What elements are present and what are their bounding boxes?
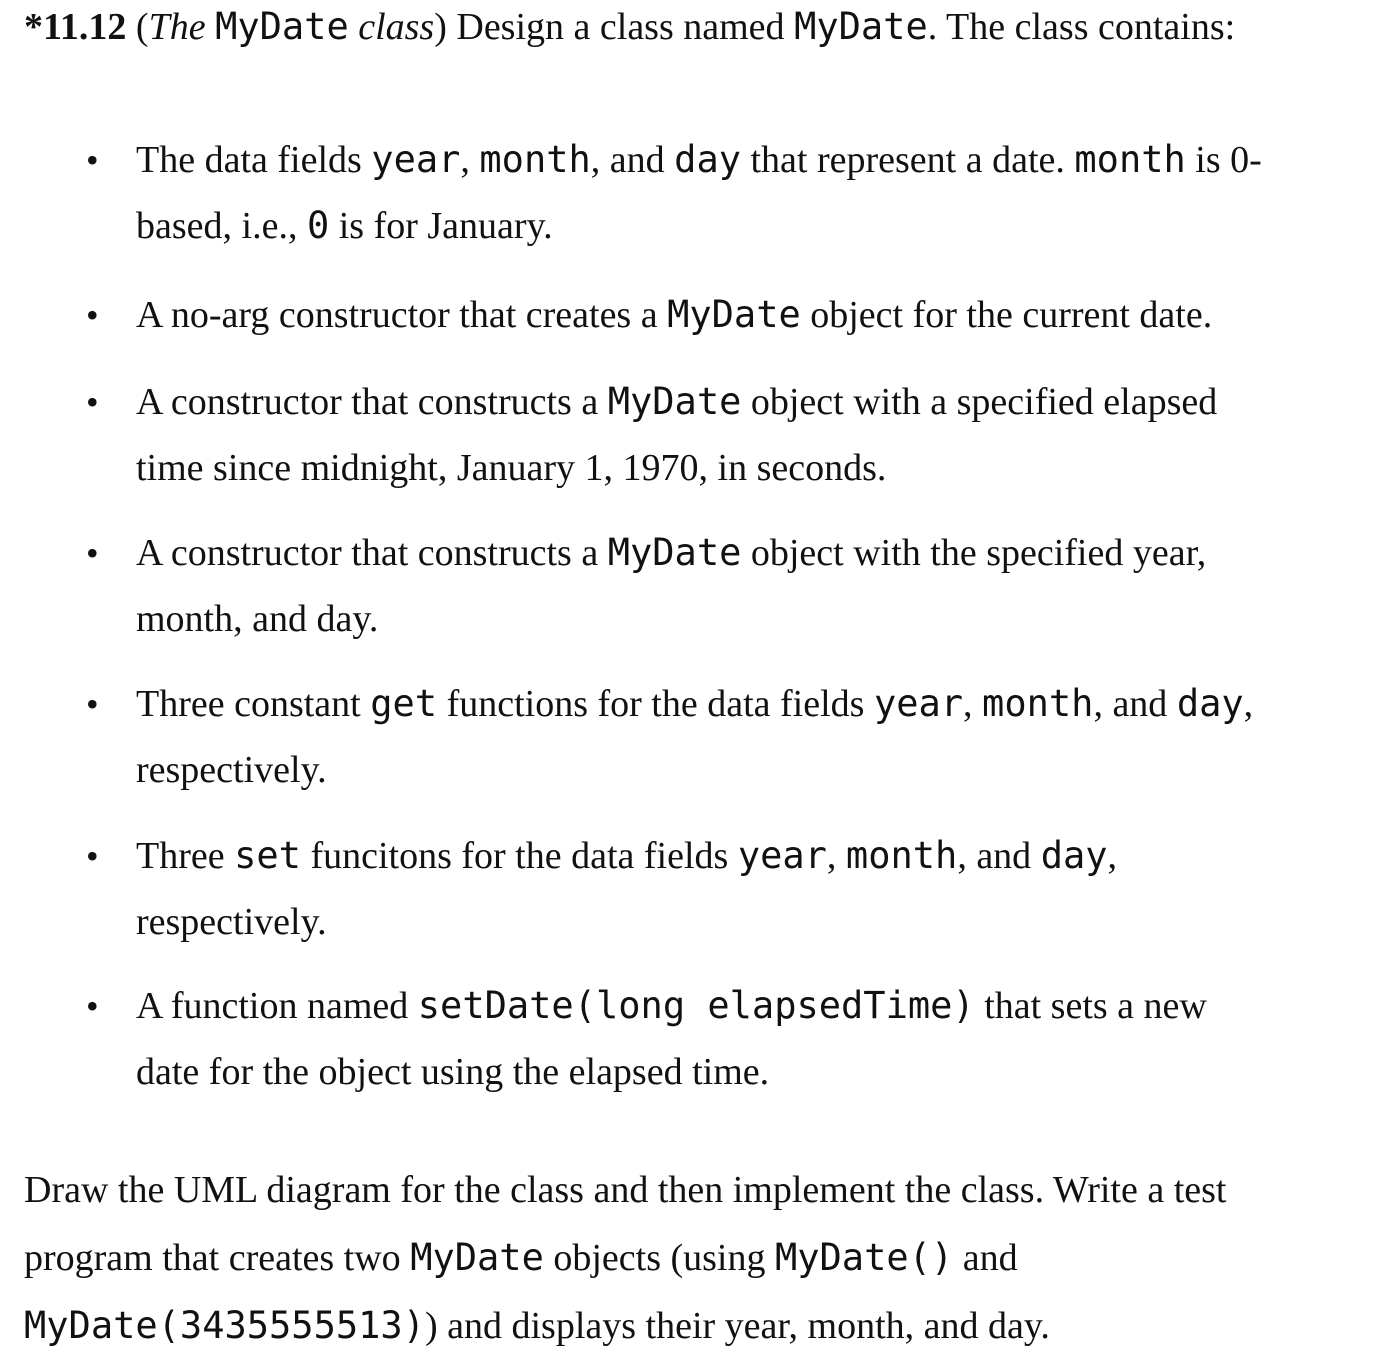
text-segment: object for the current date. [800,294,1213,336]
title-class-name: MyDate [215,5,349,48]
text-segment: based, i.e., [136,205,307,247]
text-segment: object with a specified elapsed [741,381,1218,423]
code-segment: MyDate [667,293,801,336]
bullet-icon: • [86,382,99,422]
text-segment: objects (using [543,1237,775,1279]
list-item [86,520,1380,652]
text-segment: , and [590,139,675,181]
code-segment: MyDate(3435555513) [24,1304,425,1347]
text-segment: and [953,1237,1018,1279]
list-item [86,973,1380,1105]
code-segment: month [479,138,591,181]
text-segment: , [1107,835,1118,877]
code-segment: MyDate [607,380,742,423]
text-segment: , [460,139,480,181]
text-segment: program that creates two [24,1237,411,1279]
text-segment: , [826,835,846,877]
text-segment: is 0- [1185,139,1262,181]
code-segment: year [371,138,461,181]
list-item [86,671,1380,803]
code-segment: set [234,834,301,877]
closing-paragraph [24,1156,1380,1360]
heading-class-name: MyDate [794,5,928,48]
title-close-paren: ) [434,6,447,48]
text-segment: month, and day. [136,598,379,640]
bullet-icon: • [86,140,99,180]
code-segment: year [737,834,827,877]
code-segment: MyDate() [774,1236,954,1279]
code-segment: month [1074,138,1186,181]
code-segment: setDate(long elapsedTime) [417,984,975,1027]
heading-text-after: . The class contains: [927,6,1236,48]
text-segment: A no-arg constructor that creates a [136,294,668,336]
text-segment: respectively. [136,901,327,943]
bullet-icon: • [86,684,99,724]
code-segment: day [674,138,741,181]
text-segment: , and [1093,683,1177,725]
code-segment: 0 [306,204,330,247]
heading-text-before: Design a class named [456,6,785,48]
exercise-heading [24,3,1235,51]
text-segment: , [1243,683,1254,725]
list-item [86,823,1380,955]
code-segment: year [873,682,964,725]
text-segment: Three constant [136,683,371,725]
list-item [86,127,1380,259]
text-segment: object with the specified year, [741,532,1207,574]
text-segment: respectively. [136,749,327,791]
code-segment: day [1176,682,1244,725]
bullet-icon: • [86,533,99,573]
list-item [86,282,1380,348]
code-segment: MyDate [607,531,742,574]
title-open-paren: ( [135,6,149,48]
title-the: The [148,6,206,48]
text-segment: functions for the data fields [437,683,874,725]
text-segment: ) and displays their year, month, and day. [424,1305,1050,1347]
text-segment: The data fields [136,139,372,181]
text-segment: A constructor that constructs a [136,532,608,574]
list-item [86,369,1380,501]
code-segment: month [845,834,958,877]
text-segment: is for January. [329,205,553,247]
title-class-word: class [358,6,435,48]
text-segment: funcitons for the data fields [300,835,738,877]
code-segment: month [982,682,1094,725]
text-segment: , and [957,835,1041,877]
bullet-icon: • [86,986,99,1026]
text-segment: time since midnight, January 1, 1970, in seconds. [136,447,887,489]
bullet-icon: • [86,295,99,335]
exercise-number: *11.12 [24,6,127,48]
code-segment: MyDate [410,1236,544,1279]
text-segment: A constructor that constructs a [136,381,608,423]
text-segment: Draw the UML diagram for the class and then implement the class. Write a test [24,1169,1227,1211]
code-segment: day [1040,834,1108,877]
text-segment: A function named [136,985,418,1027]
bullet-icon: • [86,836,99,876]
code-segment: get [370,682,438,725]
text-segment: that represent a date. [741,139,1075,181]
text-segment: , [963,683,983,725]
text-segment: that sets a new [974,985,1207,1027]
text-segment: date for the object using the elapsed time. [136,1051,770,1093]
text-segment: Three [136,835,235,877]
